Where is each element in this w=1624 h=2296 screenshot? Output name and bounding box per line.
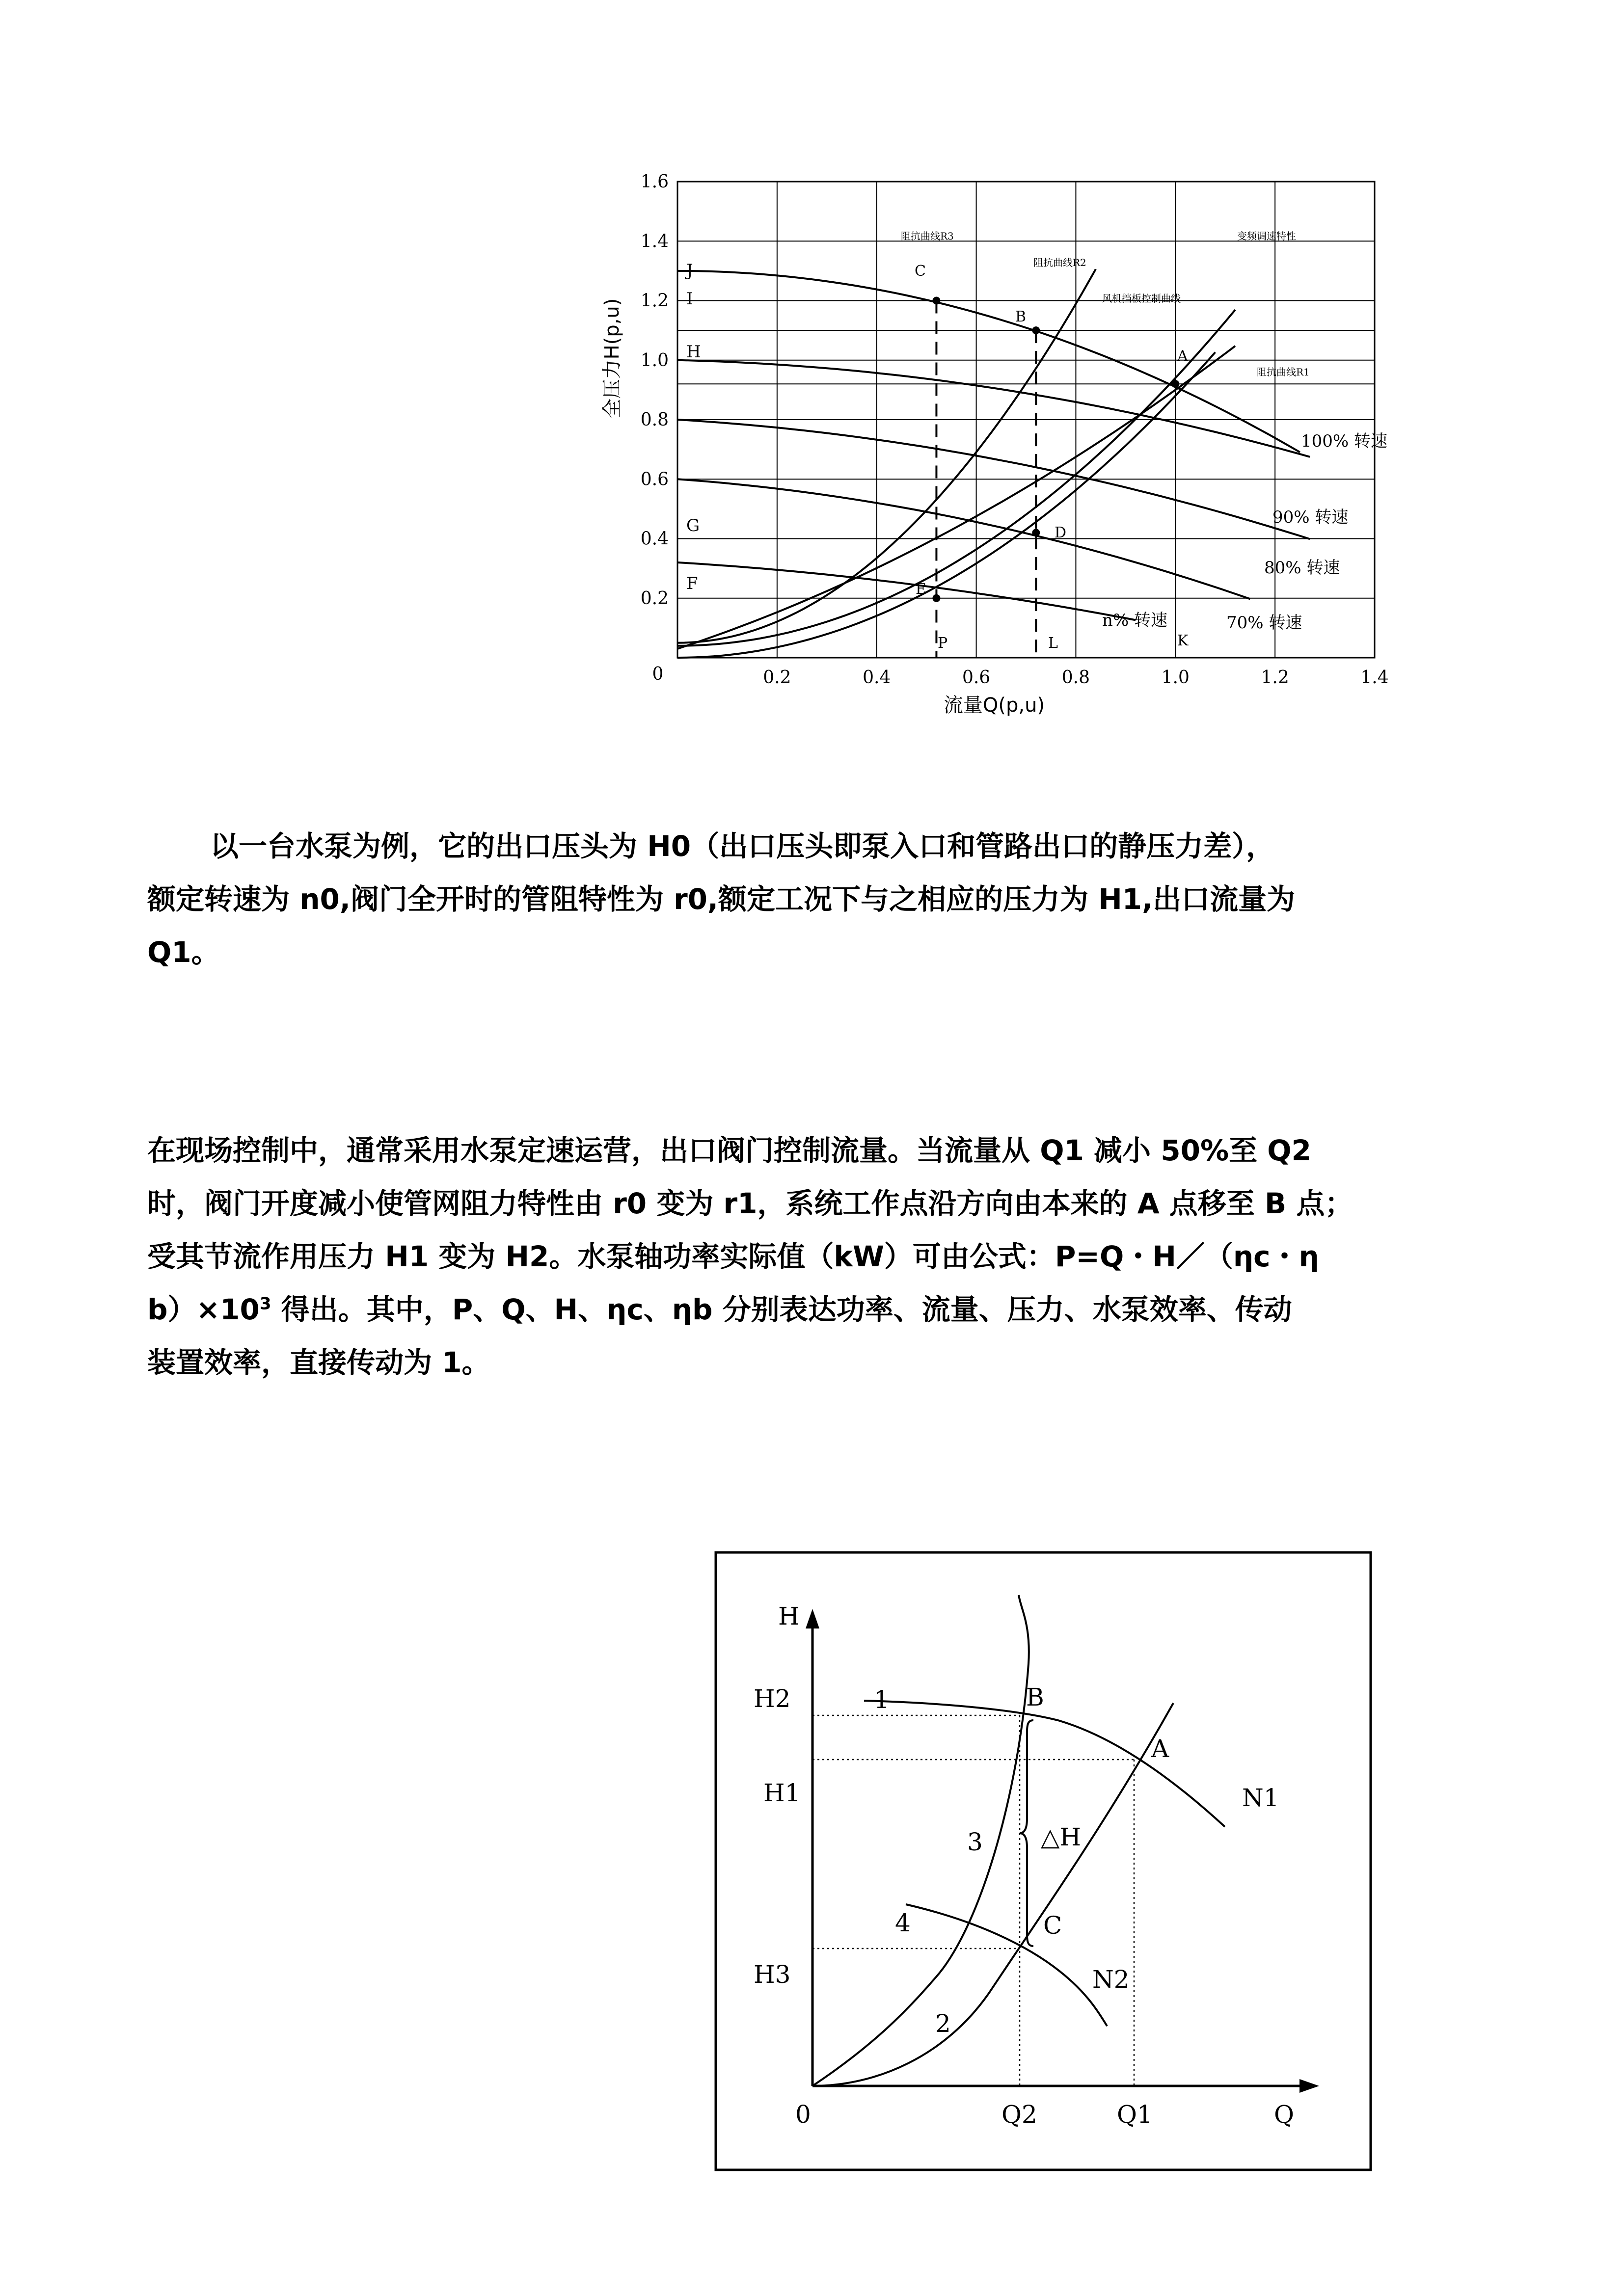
y-axis-arrow-icon: [806, 1609, 819, 1629]
point-c: [932, 297, 940, 305]
y-tick-label: 1.2: [640, 291, 669, 311]
curve-label-100: 100% 转速: [1301, 431, 1388, 451]
formula-exponent: 3: [259, 1294, 271, 1314]
curve-2: [812, 1703, 1173, 2086]
curve-label-80: 80% 转速: [1264, 558, 1340, 578]
paragraph-valve-control: [147, 1124, 1483, 1389]
paragraph-line: 受其节流作用压力 H1 变为 H2。水泵轴功率实际值（kW）可由公式：P=Q・H／（ηc・η: [147, 1240, 1319, 1273]
axis-letter-i: I: [686, 289, 693, 309]
paragraph-line: 装置效率，直接传动为 1。: [147, 1346, 490, 1379]
paragraph-line: 额定转速为 n0,阀门全开时的管阻特性为 r0,额定工况下与之相应的压力为 H1,出口流量为: [147, 882, 1296, 916]
paragraph-pump-intro: [147, 820, 1483, 979]
curve-label-r3: 阻抗曲线R3: [901, 230, 954, 242]
curve-damper: [677, 346, 1235, 649]
point-e: [932, 594, 940, 602]
delta-h-brace: [1020, 1720, 1033, 1946]
point-label-k: K: [1177, 632, 1189, 649]
axis-letter-g: G: [686, 516, 700, 535]
x-tick-label: 1.4: [1360, 667, 1389, 688]
point-label-l: L: [1048, 635, 1058, 652]
formula-part: b）×10: [147, 1293, 260, 1326]
curve-label-damper: 风机挡板控制曲线: [1102, 293, 1181, 304]
curve-label-70: 70% 转速: [1226, 613, 1302, 633]
point-a: [1171, 380, 1179, 388]
curve-label-vfd: 变频调速特性: [1237, 230, 1296, 242]
point-label-e: E: [916, 581, 926, 598]
chart-x-axis-label: 流量Q(p,u): [943, 694, 1045, 717]
point-label-a: A: [1177, 347, 1188, 365]
chart-origin-label: 0: [652, 664, 664, 684]
point-label-c: C: [915, 263, 926, 280]
y-tick-label: 0.4: [640, 529, 669, 549]
chart-curves: [677, 269, 1310, 658]
diagram-origin-label: 0: [795, 2100, 811, 2129]
chart-marks: [932, 297, 1179, 602]
point-b: [1032, 326, 1040, 334]
x-tick-label: 1.0: [1161, 667, 1190, 688]
curve-r3: [677, 269, 1096, 642]
chart-y-axis-label: 全压力H(p,u): [601, 298, 623, 419]
point-label-d: D: [1055, 524, 1067, 541]
y-tick-label: 0.8: [640, 410, 669, 430]
paragraph-line: Q1。: [147, 935, 220, 969]
y-tick-label: 0.6: [640, 469, 669, 490]
formula-rest: 得出。其中，P、Q、H、ηc、ηb 分别表达功率、流量、压力、水泵效率、传动: [271, 1293, 1292, 1326]
label-point-c: C: [1043, 1911, 1062, 1940]
paragraph-line: 时，阀门开度减小使管网阻力特性由 r0 变为 r1，系统工作点沿方向由本来的 A 点移至 B 点；: [147, 1187, 1353, 1220]
axis-letter-j: J: [686, 261, 693, 280]
label-curve-2: 2: [935, 2009, 951, 2038]
curve-n2: [906, 1904, 1107, 2026]
curve-speed-90: [677, 360, 1310, 457]
x-tick-label: 0.8: [1061, 667, 1090, 688]
label-h2: H2: [754, 1684, 791, 1713]
axis-letter-h: H: [686, 342, 701, 362]
point-label-b: B: [1015, 308, 1027, 325]
x-tick-label: 0.2: [763, 667, 791, 688]
label-h1: H1: [763, 1779, 801, 1807]
diagram-x-axis-label: Q: [1274, 2100, 1294, 2129]
point-label-p: P: [938, 635, 948, 652]
label-curve-3: 3: [967, 1828, 983, 1856]
label-q2: Q2: [1001, 2100, 1037, 2129]
curve-3: [812, 1595, 1029, 2086]
y-tick-label: 1.0: [640, 350, 669, 371]
diagram-y-axis-label: H: [778, 1602, 800, 1630]
dotted-guides: [812, 1715, 1134, 2086]
curve-label-n: n% 转速: [1102, 611, 1168, 630]
curve-n1: [864, 1701, 1225, 1827]
label-q1: Q1: [1117, 2100, 1153, 2129]
curve-label-r1: 阻抗曲线R1: [1257, 366, 1310, 378]
throttling-diagram: [714, 1551, 1377, 2174]
x-axis-arrow-icon: [1299, 2079, 1319, 2093]
label-point-a: A: [1151, 1735, 1169, 1763]
chart-grid: [677, 182, 1375, 658]
paragraph-line: [147, 1283, 1483, 1336]
diagram-frame: [716, 1552, 1371, 2170]
label-n2: N2: [1092, 1965, 1130, 1994]
curve-label-90: 90% 转速: [1272, 507, 1349, 527]
curve-speed-n: [677, 562, 1136, 620]
label-n1: N1: [1242, 1784, 1279, 1812]
paragraph-line: 以一台水泵为例，它的出口压头为 H0（出口压头即泵入口和管路出口的静压力差），: [210, 829, 1275, 863]
label-curve-4: 4: [895, 1909, 911, 1937]
paragraph-line: 在现场控制中，通常采用水泵定速运营，出口阀门控制流量。当流量从 Q1 减小 50%至 Q2: [147, 1134, 1311, 1167]
x-tick-label: 0.6: [962, 667, 991, 688]
y-tick-label: 0.2: [640, 588, 669, 609]
diagram-curves: [812, 1595, 1225, 2086]
label-point-b: B: [1026, 1683, 1044, 1711]
y-tick-label: 1.6: [640, 172, 669, 192]
x-tick-label: 0.4: [863, 667, 891, 688]
point-d: [1032, 529, 1040, 536]
chart-tick-labels: [641, 172, 1389, 688]
label-curve-1: 1: [874, 1685, 890, 1714]
pump-characteristic-chart: [579, 162, 1453, 741]
x-tick-label: 1.2: [1261, 667, 1289, 688]
label-delta-h: △H: [1041, 1823, 1082, 1851]
curve-label-r2: 阻抗曲线R2: [1033, 257, 1086, 268]
axis-letter-f: F: [686, 574, 698, 593]
y-tick-label: 1.4: [640, 231, 669, 252]
label-h3: H3: [754, 1960, 791, 1989]
